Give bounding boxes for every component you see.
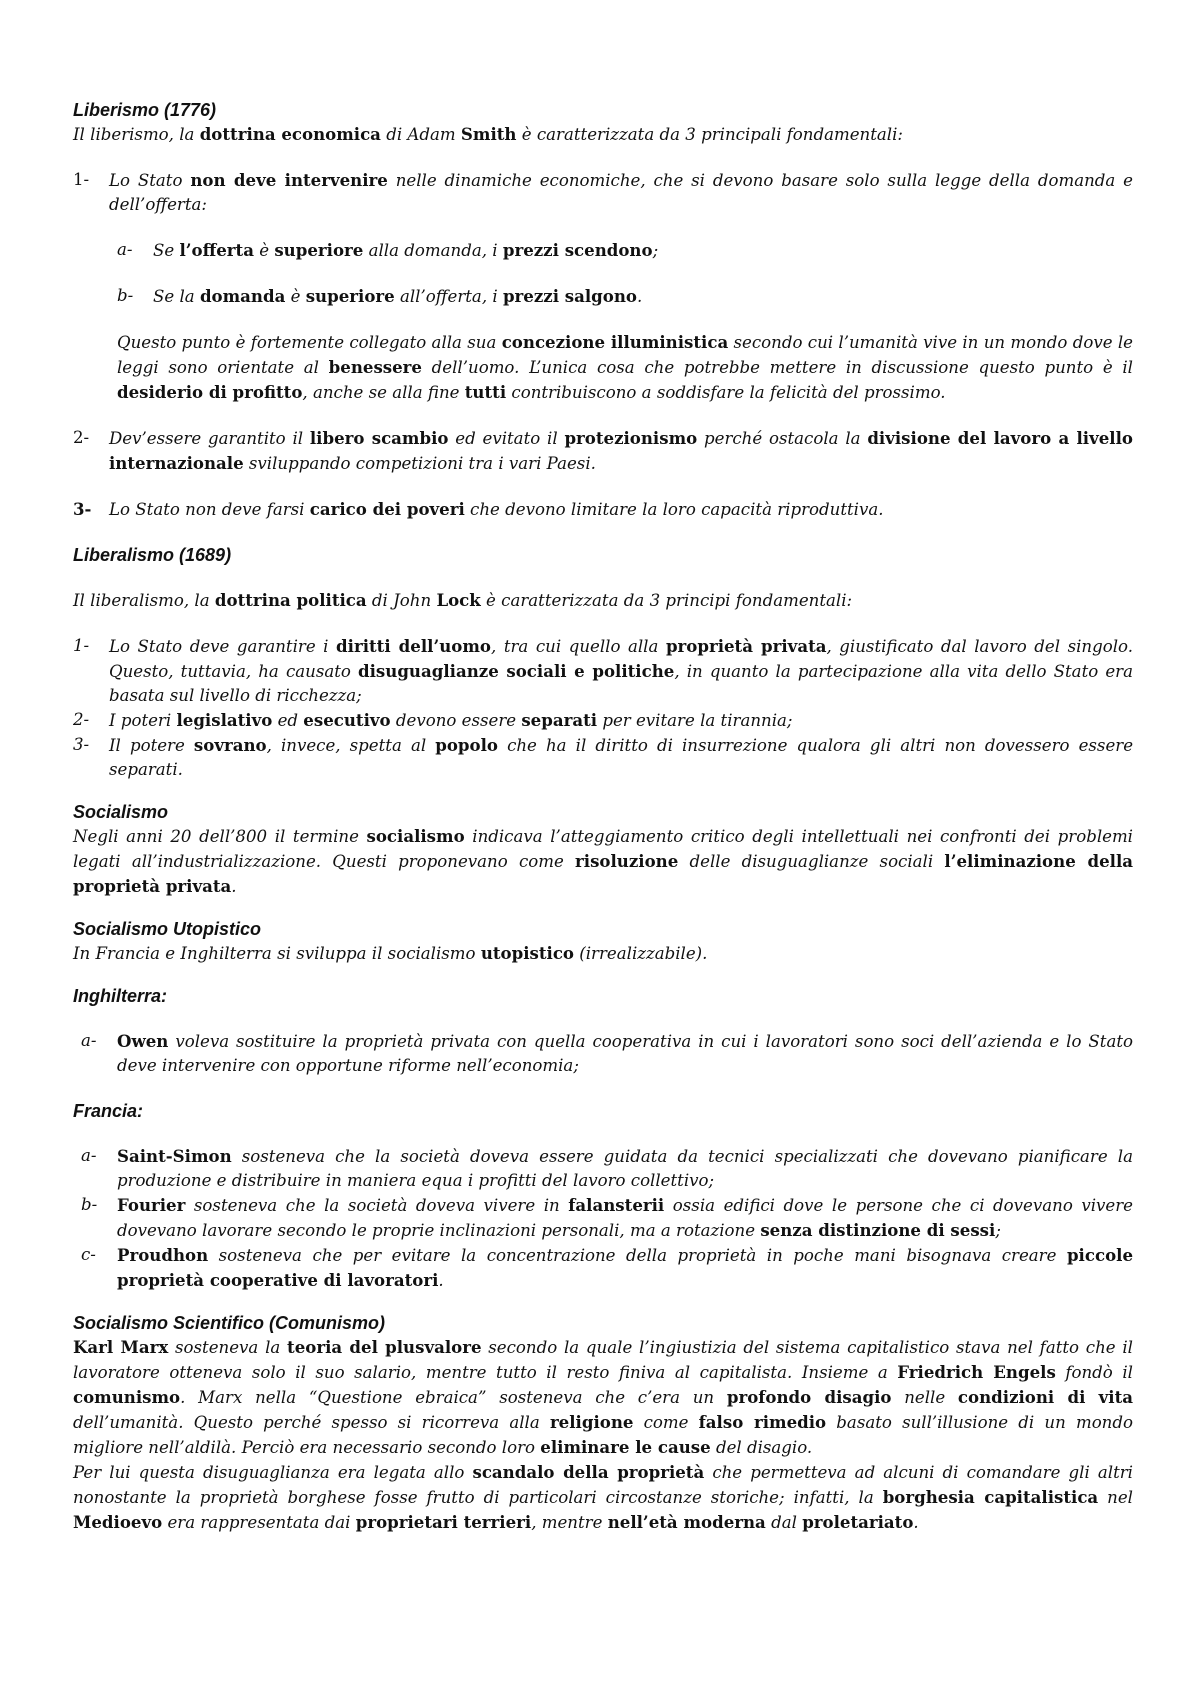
scientifico-para-1: Karl Marx sosteneva la teoria del plusvalore secondo la quale l’ingiustizia del sistema capitalistico stava nel fatto che il lavoratore otteneva solo il suo salario, mentre tutto il resto finiva al capitalista. Insieme a Friedrich Engels fondò il comunismo. Marx nella “Questione ebraica” sosteneva che c’era un profondo disagio nelle condizioni di vita dell’umanità. Questo perché spesso si ricorreva alla religione come falso rimedio basato sull’illusione di un mondo migliore nell’aldilà. Perciò era necessario secondo loro eliminare le cause del disagio. [73, 1337, 1134, 1457]
liberismo-point-1b: b- Se la domanda è superiore all’offerta, i prezzi salgono. [117, 286, 643, 306]
scientifico-heading: Socialismo Scientifico (Comunismo) [73, 1313, 386, 1333]
scientifico-para-2: Per lui questa disuguaglianza era legata allo scandalo della proprietà che permetteva ad alcuni di comandare gli altri nonostante la proprietà borghese fosse frutto di particolari circostanze storiche; infatti, la borghesia capitalistica nel Medioevo era rappresentata dai proprietari terrieri, mentre nell’età moderna dal proletariato. [73, 1462, 1133, 1532]
utopistico-text: In Francia e Inghilterra si sviluppa il socialismo utopistico (irrealizzabile). [73, 943, 708, 963]
liberismo-point-2: 2- Dev’essere garantito il libero scambio ed evitato il protezionismo perché ostacola la divisione del lavoro a livello internazionale sviluppando competizioni tra i vari Paesi. [73, 428, 1133, 473]
liberismo-heading: Liberismo (1776) [73, 100, 217, 120]
francia-item-b: b- Fourier sosteneva che la società doveva vivere in falansterii ossia edifici dove le persone che ci dovevano vivere dovevano lavorare secondo le proprie inclinazioni personali, ma a rotazione senza distinzione di sessi; [81, 1195, 1133, 1240]
liberalismo-item-2: 2- I poteri legislativo ed esecutivo devono essere separati per evitare la tirannia; [73, 710, 793, 730]
francia-heading: Francia: [73, 1101, 144, 1121]
liberismo-note: Questo punto è fortemente collegato alla sua concezione illuministica secondo cui l’umanità vive in un mondo dove le leggi sono orientate al benessere dell’uomo. L’unica cosa che potrebbe mettere in discussione questo punto è il desiderio di profitto, anche se alla fine tutti contribuiscono a soddisfare la felicità del prossimo. [117, 332, 1133, 402]
liberismo-point-1a: a- Se l’offerta è superiore alla domanda, i prezzi scendono; [117, 240, 659, 260]
inghilterra-item-a: a- Owen voleva sostituire la proprietà privata con quella cooperativa in cui i lavoratori sono soci dell’azienda e lo Stato deve intervenire con opportune riforme nell’economia; [81, 1031, 1133, 1075]
inghilterra-heading: Inghilterra: [73, 986, 168, 1006]
liberalismo-item-1: 1- Lo Stato deve garantire i diritti dell’uomo, tra cui quello alla proprietà privata, giustificato dal lavoro del singolo. Questo, tuttavia, ha causato disuguaglianze sociali e politiche, in quanto la partecipazione alla vita dello Stato era basata sul livello di ricchezza; [73, 636, 1133, 705]
utopistico-heading: Socialismo Utopistico [73, 919, 262, 939]
francia-item-a: a- Saint-Simon sosteneva che la società doveva essere guidata da tecnici specializzati che dovevano pianificare la produzione e distribuire in maniera equa i profitti del lavoro collettivo; [81, 1146, 1133, 1190]
socialismo-text: Negli anni 20 dell’800 il termine socialismo indicava l’atteggiamento critico degli intellettuali nei confronti dei problemi legati all’industrializzazione. Questi proponevano come risoluzione delle disuguaglianze sociali l’eliminazione della proprietà privata. [73, 826, 1133, 896]
document-body [73, 98, 1133, 1535]
liberalismo-item-3: 3- Il potere sovrano, invece, spetta al popolo che ha il diritto di insurrezione qualora gli altri non dovessero essere separati. [73, 735, 1134, 779]
socialismo-heading: Socialismo [73, 802, 169, 822]
liberismo-point-1: 1- Lo Stato non deve intervenire nelle dinamiche economiche, che si devono basare solo sulla legge della domanda e dell’offerta: [73, 170, 1134, 214]
francia-item-c: c- Proudhon sosteneva che per evitare la concentrazione della proprietà in poche mani bisognava creare piccole proprietà cooperative di lavoratori. [81, 1245, 1133, 1290]
liberismo-point-3: 3- Lo Stato non deve farsi carico dei poveri che devono limitare la loro capacità riproduttiva. [73, 499, 884, 519]
liberalismo-intro: Il liberalismo, la dottrina politica di John Lock è caratterizzata da 3 principi fondamentali: [73, 590, 853, 610]
liberismo-intro: Il liberismo, la dottrina economica di Adam Smith è caratterizzata da 3 principali fondamentali: [73, 124, 904, 144]
liberalismo-heading: Liberalismo (1689) [73, 545, 232, 565]
